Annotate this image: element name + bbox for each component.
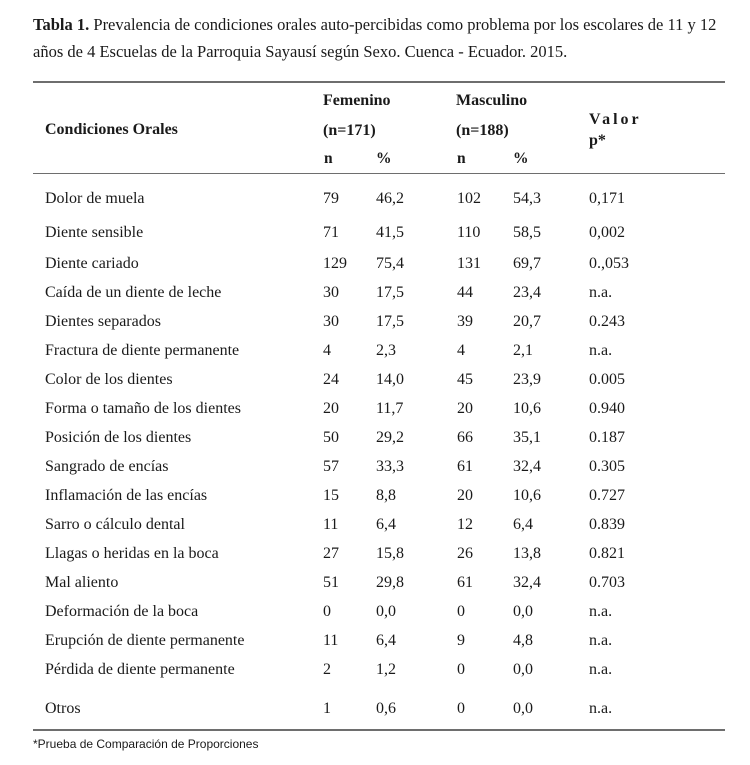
cell-m-n: 0 <box>457 700 465 717</box>
table-caption <box>33 11 738 65</box>
cell-f-pct: 11,7 <box>376 400 404 417</box>
cell-condition: Dientes separados <box>45 313 161 330</box>
cell-f-n: 50 <box>323 429 339 446</box>
cell-f-pct: 29,8 <box>376 574 404 591</box>
cell-m-n: 20 <box>457 400 473 417</box>
cell-f-n: 1 <box>323 700 331 717</box>
cell-p: 0.305 <box>589 458 625 475</box>
cell-f-pct: 6,4 <box>376 516 396 533</box>
cell-f-n: 51 <box>323 574 339 591</box>
cell-m-n: 61 <box>457 458 473 475</box>
cell-f-n: 11 <box>323 632 339 649</box>
cell-p: 0.703 <box>589 574 625 591</box>
cell-m-pct: 0,0 <box>513 661 533 678</box>
cell-f-n: 0 <box>323 603 331 620</box>
cell-m-pct: 10,6 <box>513 400 541 417</box>
cell-f-pct: 41,5 <box>376 224 404 241</box>
cell-condition: Pérdida de diente permanente <box>45 661 235 678</box>
cell-m-pct: 0,0 <box>513 603 533 620</box>
cell-f-pct: 46,2 <box>376 190 404 207</box>
cell-m-pct: 0,0 <box>513 700 533 717</box>
header-male-count: (n=188) <box>456 122 509 139</box>
cell-condition: Diente sensible <box>45 224 144 241</box>
cell-m-pct: 13,8 <box>513 545 541 562</box>
cell-p: 0.,053 <box>589 255 629 272</box>
cell-m-pct: 32,4 <box>513 458 541 475</box>
cell-m-n: 4 <box>457 342 465 359</box>
header-female: Femenino <box>323 92 391 109</box>
cell-condition: Sangrado de encías <box>45 458 169 475</box>
cell-m-n: 110 <box>457 224 481 241</box>
cell-m-n: 39 <box>457 313 473 330</box>
subheader-female-n: n <box>324 150 333 167</box>
cell-f-pct: 29,2 <box>376 429 404 446</box>
cell-p: 0.243 <box>589 313 625 330</box>
header-pvalue-line2: p* <box>589 132 606 149</box>
cell-m-n: 45 <box>457 371 473 388</box>
cell-f-n: 24 <box>323 371 339 388</box>
cell-f-pct: 33,3 <box>376 458 404 475</box>
cell-m-pct: 23,9 <box>513 371 541 388</box>
cell-f-n: 2 <box>323 661 331 678</box>
cell-p: 0.940 <box>589 400 625 417</box>
cell-condition: Caída de un diente de leche <box>45 284 222 301</box>
cell-p: 0.839 <box>589 516 625 533</box>
cell-m-n: 20 <box>457 487 473 504</box>
cell-m-n: 0 <box>457 603 465 620</box>
cell-m-pct: 2,1 <box>513 342 533 359</box>
cell-condition: Mal aliento <box>45 574 119 591</box>
cell-condition: Sarro o cálculo dental <box>45 516 185 533</box>
cell-f-n: 79 <box>323 190 339 207</box>
header-male: Masculino <box>456 92 528 109</box>
cell-m-pct: 4,8 <box>513 632 533 649</box>
cell-condition: Dolor de muela <box>45 190 145 207</box>
cell-m-pct: 20,7 <box>513 313 541 330</box>
cell-m-n: 12 <box>457 516 473 533</box>
cell-m-n: 26 <box>457 545 473 562</box>
subheader-male-n: n <box>457 150 466 167</box>
cell-p: n.a. <box>589 700 613 717</box>
subheader-male-pct: % <box>513 150 529 167</box>
cell-condition: Inflamación de las encías <box>45 487 208 504</box>
cell-f-pct: 14,0 <box>376 371 404 388</box>
header-pvalue-line1: Valor <box>589 111 642 128</box>
cell-f-pct: 17,5 <box>376 284 404 301</box>
cell-f-pct: 75,4 <box>376 255 404 272</box>
cell-m-n: 0 <box>457 661 465 678</box>
cell-f-n: 4 <box>323 342 331 359</box>
cell-condition: Llagas o heridas en la boca <box>45 545 219 562</box>
cell-m-pct: 54,3 <box>513 190 541 207</box>
cell-condition: Color de los dientes <box>45 371 173 388</box>
cell-f-n: 20 <box>323 400 339 417</box>
cell-f-pct: 8,8 <box>376 487 396 504</box>
cell-p: n.a. <box>589 342 613 359</box>
header-female-count: (n=171) <box>323 122 376 139</box>
cell-p: 0,171 <box>589 190 625 207</box>
cell-m-n: 102 <box>457 190 481 207</box>
footnote: *Prueba de Comparación de Proporciones <box>33 737 259 751</box>
cell-f-pct: 0,0 <box>376 603 396 620</box>
cell-p: 0.821 <box>589 545 625 562</box>
cell-m-pct: 35,1 <box>513 429 541 446</box>
cell-m-pct: 23,4 <box>513 284 541 301</box>
cell-m-n: 44 <box>457 284 473 301</box>
cell-m-n: 131 <box>457 255 481 272</box>
cell-condition: Diente cariado <box>45 255 139 272</box>
cell-condition: Forma o tamaño de los dientes <box>45 400 241 417</box>
cell-condition: Fractura de diente permanente <box>45 342 240 359</box>
cell-p: 0,002 <box>589 224 625 241</box>
cell-f-n: 129 <box>323 255 347 272</box>
cell-f-pct: 0,6 <box>376 700 396 717</box>
cell-p: 0.187 <box>589 429 625 446</box>
cell-f-n: 30 <box>323 284 339 301</box>
table-header-rule <box>33 173 725 174</box>
cell-m-pct: 58,5 <box>513 224 541 241</box>
caption-label: Tabla 1. <box>33 15 90 34</box>
cell-m-n: 61 <box>457 574 473 591</box>
cell-p: 0.005 <box>589 371 625 388</box>
cell-p: n.a. <box>589 632 613 649</box>
caption-text: Prevalencia de condiciones orales auto-percibidas como problema por los escolares de 11 y 12 años de 4 Escuelas de la Parroquia Sayausí según Sexo. Cuenca - Ecuador. 2015. <box>33 15 717 61</box>
cell-p: n.a. <box>589 284 613 301</box>
cell-m-pct: 32,4 <box>513 574 541 591</box>
cell-f-n: 15 <box>323 487 339 504</box>
cell-f-n: 27 <box>323 545 339 562</box>
cell-p: 0.727 <box>589 487 625 504</box>
cell-f-n: 30 <box>323 313 339 330</box>
cell-condition: Posición de los dientes <box>45 429 192 446</box>
cell-f-n: 57 <box>323 458 339 475</box>
cell-condition: Deformación de la boca <box>45 603 199 620</box>
table-top-rule <box>33 81 725 83</box>
cell-f-n: 71 <box>323 224 339 241</box>
cell-m-pct: 6,4 <box>513 516 533 533</box>
cell-f-pct: 6,4 <box>376 632 396 649</box>
cell-p: n.a. <box>589 661 613 678</box>
cell-condition: Erupción de diente permanente <box>45 632 245 649</box>
cell-m-pct: 10,6 <box>513 487 541 504</box>
cell-m-n: 66 <box>457 429 473 446</box>
cell-f-pct: 15,8 <box>376 545 404 562</box>
header-condition: Condiciones Orales <box>45 121 178 138</box>
cell-f-pct: 1,2 <box>376 661 396 678</box>
cell-condition: Otros <box>45 700 81 717</box>
cell-f-pct: 2,3 <box>376 342 396 359</box>
cell-f-pct: 17,5 <box>376 313 404 330</box>
table-bottom-rule <box>33 729 725 731</box>
cell-f-n: 11 <box>323 516 339 533</box>
subheader-female-pct: % <box>376 150 392 167</box>
cell-m-n: 9 <box>457 632 465 649</box>
cell-p: n.a. <box>589 603 613 620</box>
cell-m-pct: 69,7 <box>513 255 541 272</box>
